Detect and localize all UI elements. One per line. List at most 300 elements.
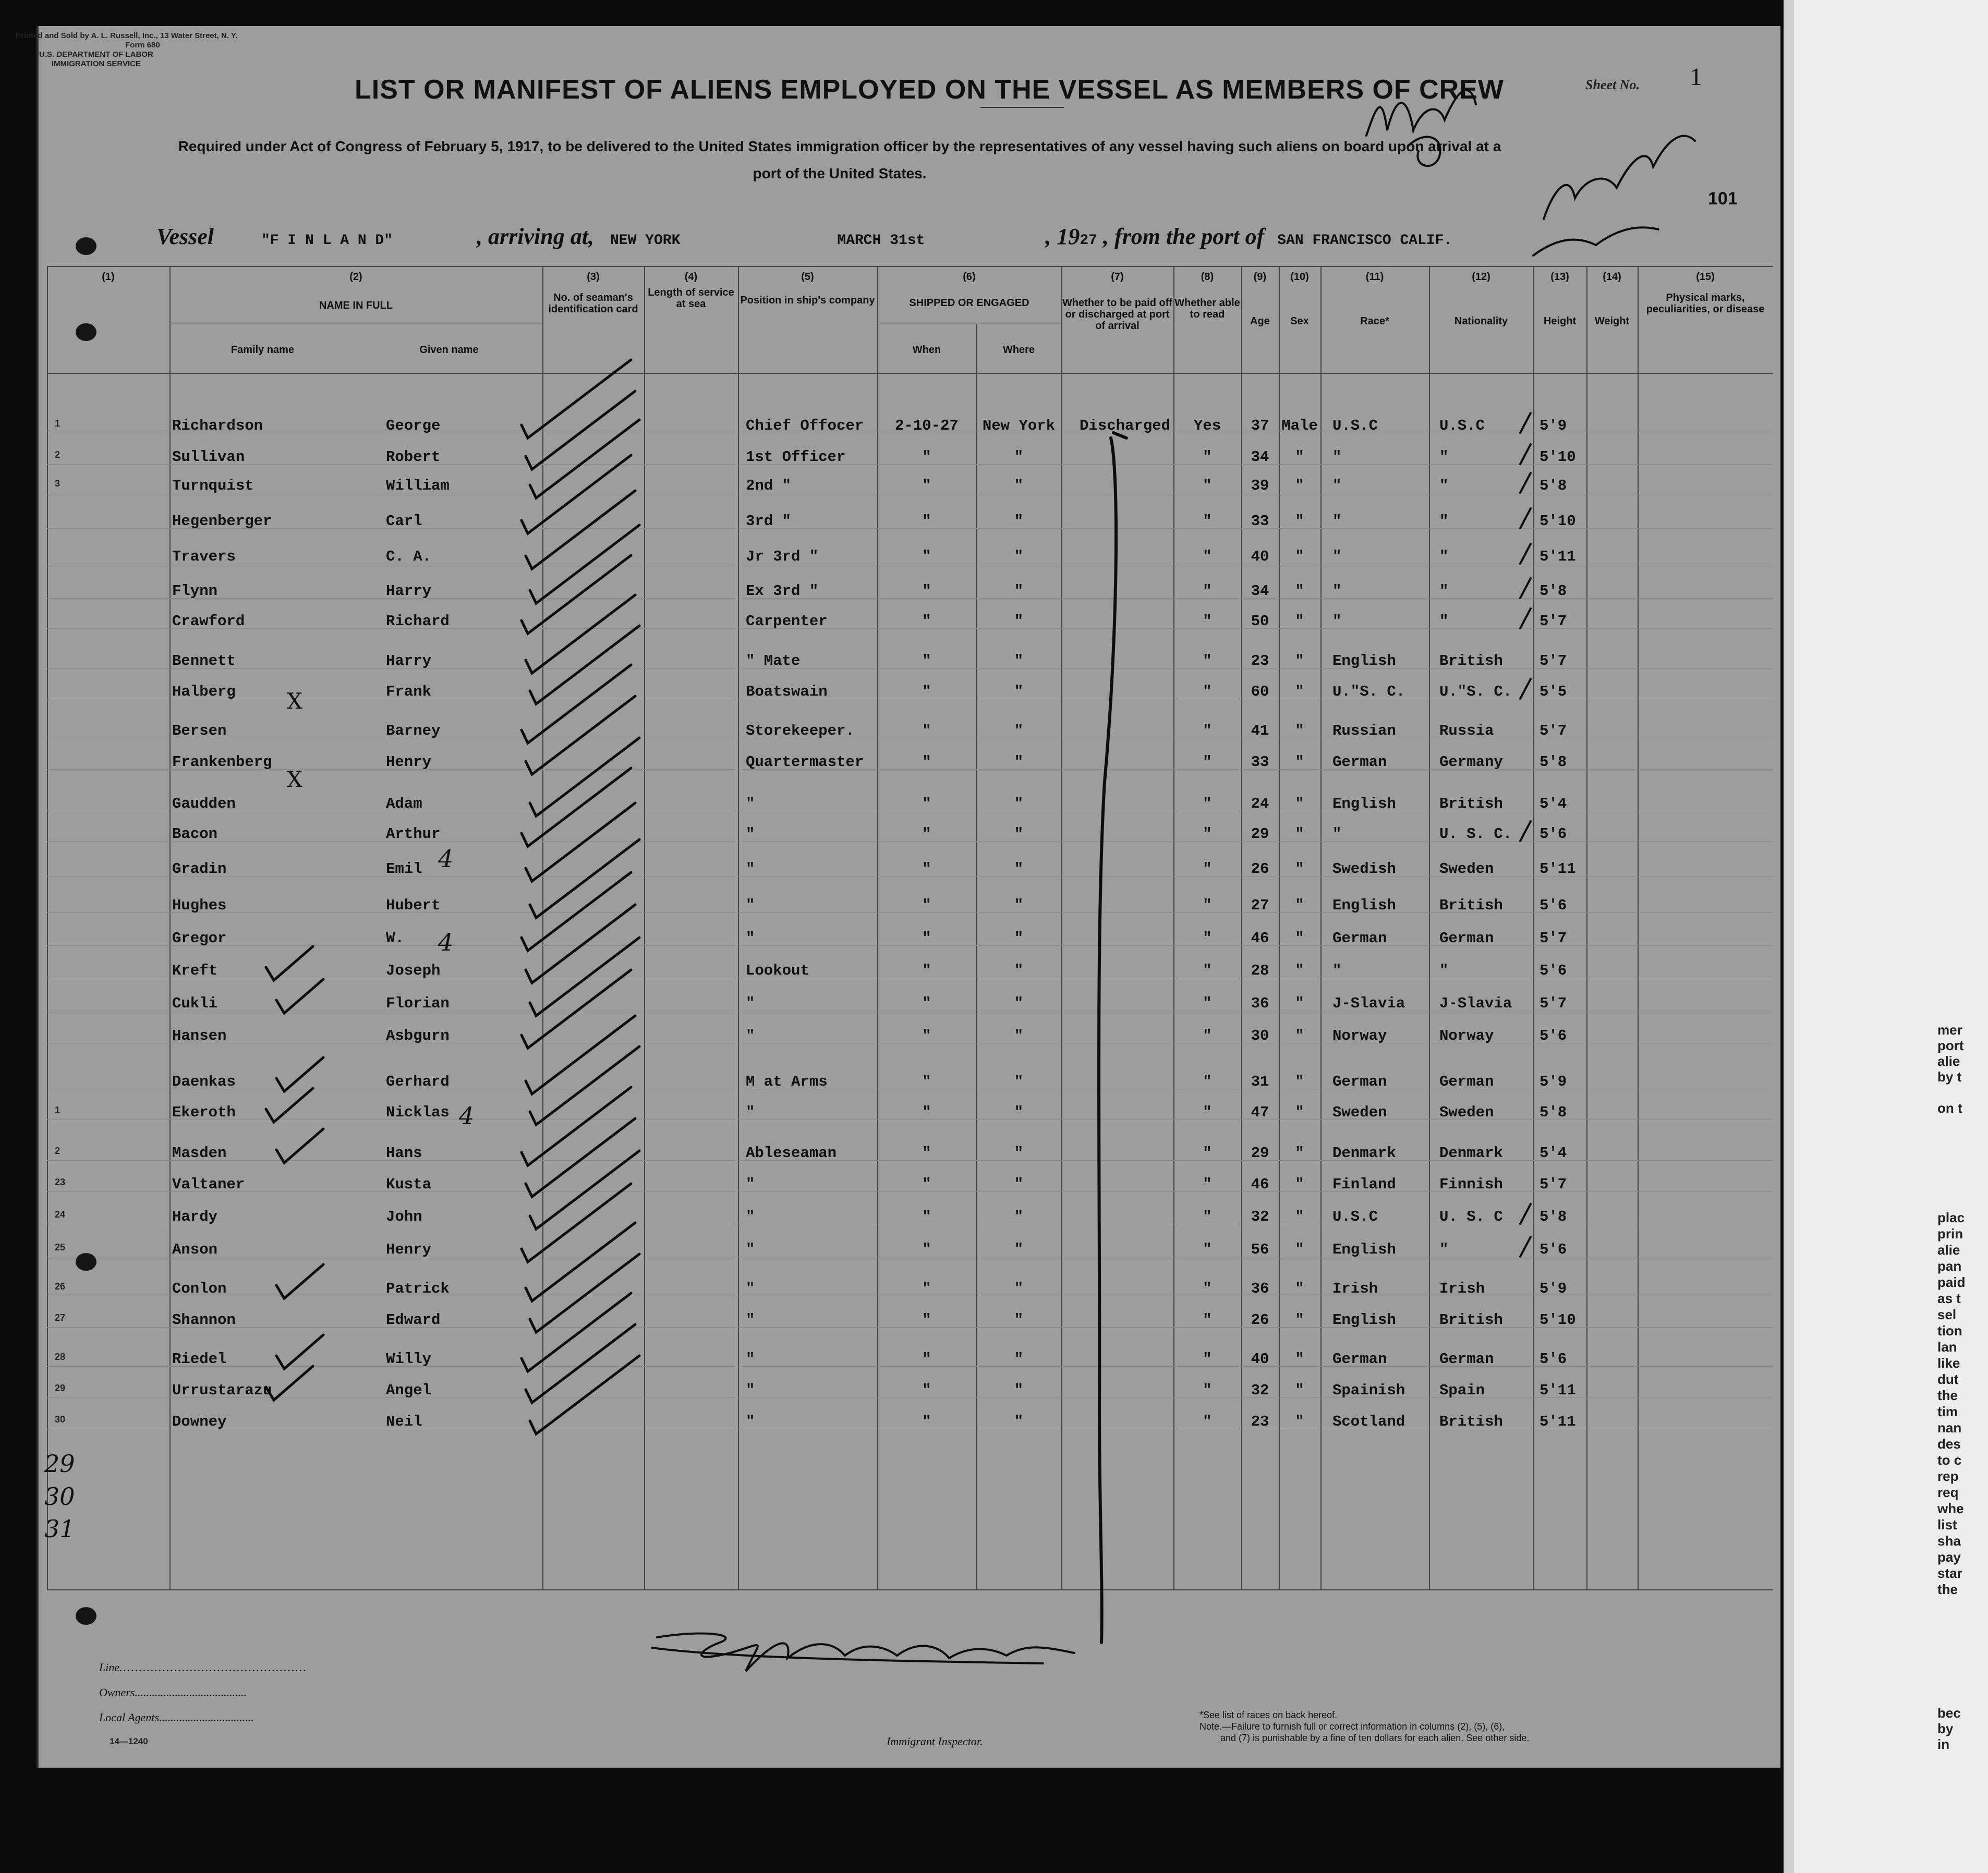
cell-family: Daenkas <box>172 1073 236 1090</box>
cell-age: 40 <box>1251 548 1269 565</box>
cell-paid: Discharged <box>1080 417 1171 434</box>
cell-position: " <box>746 1241 755 1258</box>
handwritten-x: X <box>287 688 302 714</box>
column-header: (6) <box>963 271 976 283</box>
cell-sex: " <box>1295 448 1304 466</box>
cell-nat: " <box>1439 477 1449 494</box>
cell-family: Urrustarazu <box>172 1382 272 1399</box>
cell-age: 37 <box>1251 417 1269 434</box>
table-bottom-rule <box>47 1589 1773 1590</box>
cell-sex: " <box>1295 613 1304 630</box>
cell-nat: " <box>1439 513 1449 530</box>
column-header: (10) <box>1290 271 1309 283</box>
note-penalty-2: and (7) is punishable by a fine of ten dollars for each alien. See other side. <box>1220 1733 1530 1743</box>
cell-age: 30 <box>1251 1027 1269 1044</box>
cell-read: " <box>1203 1413 1212 1430</box>
column-header: Whether able to read <box>1174 297 1240 320</box>
cell-where: " <box>1014 753 1024 771</box>
adjacent-page-fragment: list <box>1937 1517 1957 1533</box>
cell-read: " <box>1203 477 1212 494</box>
cell-where: " <box>1014 930 1024 947</box>
note-penalty-1: Note.—Failure to furnish full or correct information in columns (2), (5), (6), <box>1199 1721 1505 1732</box>
column-rule <box>1320 266 1322 1590</box>
cell-race: English <box>1332 897 1396 914</box>
cell-family: Flynn <box>172 582 218 600</box>
cell-given: Robert <box>386 448 441 466</box>
cell-race: " <box>1332 477 1342 494</box>
subheader-rule <box>877 323 1061 324</box>
adjacent-page-fragment: as t <box>1937 1291 1961 1306</box>
cell-position: Lookout <box>746 962 809 979</box>
cell-nat: Sweden <box>1439 860 1494 878</box>
cell-age: 32 <box>1251 1382 1269 1399</box>
cell-given: Frank <box>386 683 432 700</box>
column-rule <box>1586 266 1587 1590</box>
adjacent-page-fragment: alie <box>1937 1242 1960 1258</box>
cell-nat: German <box>1439 1073 1494 1090</box>
cell-where: " <box>1014 1241 1024 1258</box>
cell-nat: Spain <box>1439 1382 1485 1399</box>
cell-where: " <box>1014 683 1024 700</box>
cell-where: " <box>1014 1073 1024 1090</box>
cell-family: Gregor <box>172 930 227 947</box>
cell-family: Sullivan <box>172 448 245 466</box>
cell-read: " <box>1203 825 1212 843</box>
row-number: 30 <box>55 1414 66 1425</box>
cell-given: Neil <box>386 1413 422 1430</box>
cell-sex: " <box>1295 513 1304 530</box>
cell-race: U."S. C. <box>1332 683 1405 700</box>
adjacent-page-fragment: lan <box>1937 1339 1957 1355</box>
column-rule <box>1533 266 1534 1590</box>
cell-nat: U.S.C <box>1439 417 1485 434</box>
adjacent-page-text-mid <box>1937 1210 1987 1598</box>
cell-nat: German <box>1439 1351 1494 1368</box>
cell-read: " <box>1203 448 1212 466</box>
column-header: Where <box>1002 344 1035 356</box>
crew-table <box>47 266 1773 1590</box>
column-rule <box>1061 266 1062 1590</box>
cell-nat: U. S. C <box>1439 1208 1503 1225</box>
adjacent-page-fragment: prin <box>1937 1226 1963 1242</box>
cell-sex: " <box>1295 683 1304 700</box>
cell-sex: " <box>1295 1351 1304 1368</box>
column-header: Family name <box>231 344 295 356</box>
cell-position: 2nd " <box>746 477 792 494</box>
cell-age: 32 <box>1251 1208 1269 1225</box>
margin-number-29: 29 <box>44 1450 75 1478</box>
cell-age: 29 <box>1251 825 1269 843</box>
form-number: Form 680 <box>125 41 160 50</box>
cell-sex: " <box>1295 860 1304 878</box>
cell-sex: " <box>1295 825 1304 843</box>
cell-age: 41 <box>1251 722 1269 739</box>
adjacent-page-fragment: des <box>1937 1436 1961 1452</box>
adjacent-page-fragment <box>1937 1085 1987 1100</box>
cell-family: Richardson <box>172 417 263 434</box>
margin-number-30: 30 <box>44 1482 75 1511</box>
cell-where: " <box>1014 548 1024 565</box>
adjacent-page-fragment: dut <box>1937 1371 1959 1387</box>
cell-sex: " <box>1295 1311 1304 1329</box>
cell-position: Jr 3rd " <box>746 548 819 565</box>
cell-given: Arthur <box>386 825 441 843</box>
row-number: 29 <box>55 1383 66 1393</box>
cell-read: " <box>1203 930 1212 947</box>
cell-where: " <box>1014 1382 1024 1399</box>
cell-when: " <box>922 930 931 947</box>
cell-given: Harry <box>386 652 432 670</box>
cell-given: Florian <box>386 995 450 1012</box>
cell-age: 23 <box>1251 652 1269 670</box>
column-header: (15) <box>1696 271 1715 283</box>
cell-read: " <box>1203 1176 1212 1193</box>
cell-position: 1st Officer <box>746 448 846 466</box>
adjacent-page-fragment: mer <box>1937 1022 1962 1038</box>
row-number: 23 <box>55 1177 66 1187</box>
vessel-label: Vessel <box>156 224 214 249</box>
cell-read: " <box>1203 1073 1212 1090</box>
column-rule <box>1638 266 1639 1590</box>
cell-height: 5'8 <box>1540 477 1567 494</box>
cell-age: 50 <box>1251 613 1269 630</box>
cell-sex: " <box>1295 652 1304 670</box>
cell-race: " <box>1332 962 1342 979</box>
cell-race: U.S.C <box>1332 1208 1378 1225</box>
cell-given: Carl <box>386 513 422 530</box>
adjacent-page-fragment: tim <box>1937 1404 1958 1419</box>
cell-sex: " <box>1295 1382 1304 1399</box>
cell-given: Willy <box>386 1351 432 1368</box>
adjacent-page-fragment: to c <box>1937 1452 1962 1468</box>
cell-race: Russian <box>1332 722 1396 739</box>
cell-read: " <box>1203 860 1212 878</box>
cell-given: Joseph <box>386 962 441 979</box>
column-header: Race* <box>1360 315 1389 327</box>
cell-when: " <box>922 1145 931 1162</box>
cell-family: Kreft <box>172 962 218 979</box>
cell-family: Riedel <box>172 1351 227 1368</box>
cell-age: 40 <box>1251 1351 1269 1368</box>
cell-given: Nicklas <box>386 1104 450 1121</box>
column-header: (14) <box>1603 271 1621 283</box>
cell-position: " <box>746 860 755 878</box>
cell-when: " <box>922 795 931 812</box>
cell-position: Boatswain <box>746 683 828 700</box>
department-heading <box>39 50 153 69</box>
cell-where: " <box>1014 613 1024 630</box>
cell-family: Shannon <box>172 1311 236 1329</box>
cell-nat: J-Slavia <box>1439 995 1512 1012</box>
cell-height: 5'8 <box>1540 1104 1567 1121</box>
column-header: Length of service at sea <box>648 287 734 310</box>
column-header: NAME IN FULL <box>319 300 393 311</box>
cell-family: Bennett <box>172 652 236 670</box>
cell-family: Hardy <box>172 1208 218 1225</box>
cell-sex: " <box>1295 1176 1304 1193</box>
cell-age: 33 <box>1251 513 1269 530</box>
cell-position: Carpenter <box>746 613 828 630</box>
adjacent-page-fragment: pan <box>1937 1258 1962 1274</box>
cell-height: 5'6 <box>1540 897 1567 914</box>
cell-when: 2-10-27 <box>895 417 959 434</box>
footer-local-agents-label: Local Agents................................. <box>99 1711 254 1724</box>
cell-read: " <box>1203 1280 1212 1297</box>
column-header: Physical marks, peculiarities, or disease <box>1646 292 1765 315</box>
cell-family: Valtaner <box>172 1176 245 1193</box>
cell-read: " <box>1203 722 1212 739</box>
from-label: , from the port of <box>1103 224 1265 249</box>
cell-when: " <box>922 1073 931 1090</box>
cell-sex: " <box>1295 582 1304 600</box>
cell-position: Storekeeper. <box>746 722 855 739</box>
column-header: (5) <box>801 271 814 283</box>
adjacent-page-fragment: plac <box>1937 1210 1965 1225</box>
cell-height: 5'10 <box>1540 1311 1576 1329</box>
cell-when: " <box>922 1311 931 1329</box>
cell-nat: " <box>1439 448 1449 466</box>
cell-height: 5'7 <box>1540 722 1567 739</box>
cell-where: " <box>1014 1176 1024 1193</box>
row-number: 25 <box>55 1242 66 1252</box>
column-rule <box>169 266 171 1590</box>
cell-nat: British <box>1439 1311 1503 1329</box>
sheet-label: Sheet No. <box>1585 77 1640 92</box>
cell-height: 5'4 <box>1540 1145 1567 1162</box>
cell-age: 28 <box>1251 962 1269 979</box>
cell-given: Hans <box>386 1145 422 1162</box>
cell-where: " <box>1014 722 1024 739</box>
cell-height: 5'6 <box>1540 962 1567 979</box>
cell-race: " <box>1332 582 1342 600</box>
cell-given: George <box>386 417 441 434</box>
cell-race: English <box>1332 1311 1396 1329</box>
cell-height: 5'5 <box>1540 683 1567 700</box>
cell-family: Ekeroth <box>172 1104 236 1121</box>
cell-family: Gradin <box>172 860 227 878</box>
cell-race: J-Slavia <box>1332 995 1405 1012</box>
cell-where: " <box>1014 1413 1024 1430</box>
column-header: (12) <box>1472 271 1490 283</box>
cell-race: German <box>1332 1073 1387 1090</box>
column-header: Height <box>1543 315 1577 327</box>
cell-age: 39 <box>1251 477 1269 494</box>
column-header: When <box>912 344 941 356</box>
handwritten-four: 4 <box>438 928 454 956</box>
cell-given: C. A. <box>386 548 432 565</box>
cell-height: 5'6 <box>1540 825 1567 843</box>
binder-hole <box>76 1607 96 1625</box>
cell-when: " <box>922 825 931 843</box>
cell-when: " <box>922 1104 931 1121</box>
cell-family: Frankenberg <box>172 753 272 771</box>
row-number: 3 <box>55 478 60 489</box>
inspector-label: Immigrant Inspector. <box>887 1735 983 1748</box>
subtitle-line-2: port of the United States. <box>753 165 927 181</box>
adjacent-page-fragment: star <box>1937 1565 1962 1581</box>
cell-when: " <box>922 448 931 466</box>
cell-position: " <box>746 1208 755 1225</box>
cell-when: " <box>922 1280 931 1297</box>
cell-family: Hughes <box>172 897 227 914</box>
cell-where: " <box>1014 995 1024 1012</box>
cell-position: " <box>746 1280 755 1297</box>
subheader-rule <box>169 323 542 324</box>
cell-when: " <box>922 1208 931 1225</box>
title-underline <box>980 107 1064 108</box>
cell-where: " <box>1014 582 1024 600</box>
cell-read: " <box>1203 582 1212 600</box>
adjacent-page-fragment: the <box>1937 1582 1958 1597</box>
cell-when: " <box>922 513 931 530</box>
cell-read: " <box>1203 1382 1212 1399</box>
cell-read: " <box>1203 1027 1212 1044</box>
cell-family: Cukli <box>172 995 218 1012</box>
cell-where: " <box>1014 448 1024 466</box>
note-races: *See list of races on back hereof. <box>1199 1710 1338 1720</box>
handwritten-four: 4 <box>459 1102 475 1130</box>
cell-race: " <box>1332 548 1342 565</box>
row-number: 1 <box>55 418 60 429</box>
department-name: U.S. DEPARTMENT OF LABOR <box>39 50 153 59</box>
cell-given: John <box>386 1208 422 1225</box>
cell-height: 5'7 <box>1540 995 1567 1012</box>
column-header: Given name <box>419 344 479 356</box>
cell-height: 5'7 <box>1540 930 1567 947</box>
cell-position: Ableseaman <box>746 1145 837 1162</box>
cell-where: " <box>1014 1104 1024 1121</box>
year-suffix: 27 <box>1080 233 1098 249</box>
printer-line: Printed and Sold by A. L. Russell, Inc., 13 Water Street, N. Y. <box>16 31 238 40</box>
adjacent-page-fragment: sel <box>1937 1307 1957 1322</box>
cell-nat: Denmark <box>1439 1145 1503 1162</box>
cell-family: Bersen <box>172 722 227 739</box>
cell-given: Henry <box>386 753 432 771</box>
cell-race: German <box>1332 1351 1387 1368</box>
table-top-rule <box>47 266 1773 267</box>
adjacent-page-fragment: alie <box>1937 1053 1960 1069</box>
arriving-label: , arriving at, <box>477 224 594 249</box>
column-rule <box>644 266 645 1590</box>
cell-nat: Germany <box>1439 753 1503 771</box>
cell-race: English <box>1332 795 1396 812</box>
adjacent-page-fragment: by <box>1937 1721 1954 1736</box>
cell-sex: " <box>1295 1145 1304 1162</box>
footer-owners-label: Owners....................................... <box>99 1686 247 1699</box>
sheet-number: 1 <box>1690 63 1702 91</box>
row-number: 1 <box>55 1105 60 1115</box>
cell-given: William <box>386 477 450 494</box>
cell-position: Ex 3rd " <box>746 582 819 600</box>
cell-height: 5'11 <box>1540 860 1576 878</box>
cell-where: " <box>1014 1208 1024 1225</box>
cell-given: W. <box>386 930 404 947</box>
cell-race: German <box>1332 753 1387 771</box>
cell-race: Denmark <box>1332 1145 1396 1162</box>
adjacent-page-fragment: by t <box>1937 1069 1962 1085</box>
cell-nat: U. S. C. <box>1439 825 1512 843</box>
column-header: (3) <box>587 271 600 283</box>
cell-height: 5'11 <box>1540 1382 1576 1399</box>
row-number: 2 <box>55 1146 60 1156</box>
subtitle-line-1: Required under Act of Congress of February 5, 1917, to be delivered to the United States immigration officer by the representatives of any vessel having such aliens on board upon arrival at a <box>178 138 1501 154</box>
adjacent-page-fragment: like <box>1937 1355 1960 1371</box>
arrival-date: MARCH 31st <box>837 233 925 249</box>
cell-age: 60 <box>1251 683 1269 700</box>
adjacent-page-fragment: the <box>1937 1388 1958 1403</box>
cell-family: Hansen <box>172 1027 227 1044</box>
adjacent-page-fragment: port <box>1937 1038 1964 1053</box>
cell-height: 5'9 <box>1540 417 1567 434</box>
cell-sex: " <box>1295 897 1304 914</box>
binder-hole <box>76 1253 96 1271</box>
adjacent-page-fragment: paid <box>1937 1274 1966 1290</box>
cell-age: 34 <box>1251 448 1269 466</box>
cell-position: 3rd " <box>746 513 792 530</box>
cell-when: " <box>922 1027 931 1044</box>
cell-nat: " <box>1439 613 1449 630</box>
cell-given: Asbgurn <box>386 1027 450 1044</box>
cell-height: 5'6 <box>1540 1027 1567 1044</box>
cell-read: " <box>1203 652 1212 670</box>
margin-number-31: 31 <box>44 1515 75 1543</box>
service-name: IMMIGRATION SERVICE <box>51 59 141 68</box>
cell-nat: Irish <box>1439 1280 1485 1297</box>
cell-race: English <box>1332 652 1396 670</box>
column-header: (13) <box>1550 271 1569 283</box>
cell-where: " <box>1014 897 1024 914</box>
cell-when: " <box>922 897 931 914</box>
cell-height: 5'6 <box>1540 1241 1567 1258</box>
cell-when: " <box>922 477 931 494</box>
cell-sex: " <box>1295 1413 1304 1430</box>
cell-where: " <box>1014 860 1024 878</box>
column-header: Sex <box>1290 315 1309 327</box>
column-rule <box>1429 266 1430 1590</box>
row-number: 2 <box>55 449 60 460</box>
cell-when: " <box>922 860 931 878</box>
cell-height: 5'9 <box>1540 1073 1567 1090</box>
cell-sex: " <box>1295 1241 1304 1258</box>
cell-read: " <box>1203 1208 1212 1225</box>
cell-age: 26 <box>1251 860 1269 878</box>
cell-when: " <box>922 652 931 670</box>
cell-nat: Sweden <box>1439 1104 1494 1121</box>
cell-given: Adam <box>386 795 422 812</box>
cell-age: 36 <box>1251 1280 1269 1297</box>
cell-sex: " <box>1295 548 1304 565</box>
cell-age: 56 <box>1251 1241 1269 1258</box>
column-header: Position in ship's company <box>740 295 875 306</box>
cell-position: " <box>746 1351 755 1368</box>
cell-sex: " <box>1295 1208 1304 1225</box>
page-title: LIST OR MANIFEST OF ALIENS EMPLOYED ON THE VESSEL AS MEMBERS OF CREW <box>355 75 1504 105</box>
cell-given: Angel <box>386 1382 432 1399</box>
cell-when: " <box>922 1176 931 1193</box>
adjacent-page-fragment: tion <box>1937 1323 1962 1339</box>
arrival-port: NEW YORK <box>610 233 681 249</box>
column-header: (4) <box>684 271 698 283</box>
cell-given: Emil <box>386 860 422 878</box>
cell-where: " <box>1014 1280 1024 1297</box>
cell-family: Conlon <box>172 1280 227 1297</box>
cell-when: " <box>922 613 931 630</box>
cell-race: Scotland <box>1332 1413 1405 1430</box>
cell-when: " <box>922 683 931 700</box>
binder-hole <box>76 323 96 341</box>
column-header: Weight <box>1594 315 1630 327</box>
adjacent-page-text-top <box>1937 1022 1987 1116</box>
